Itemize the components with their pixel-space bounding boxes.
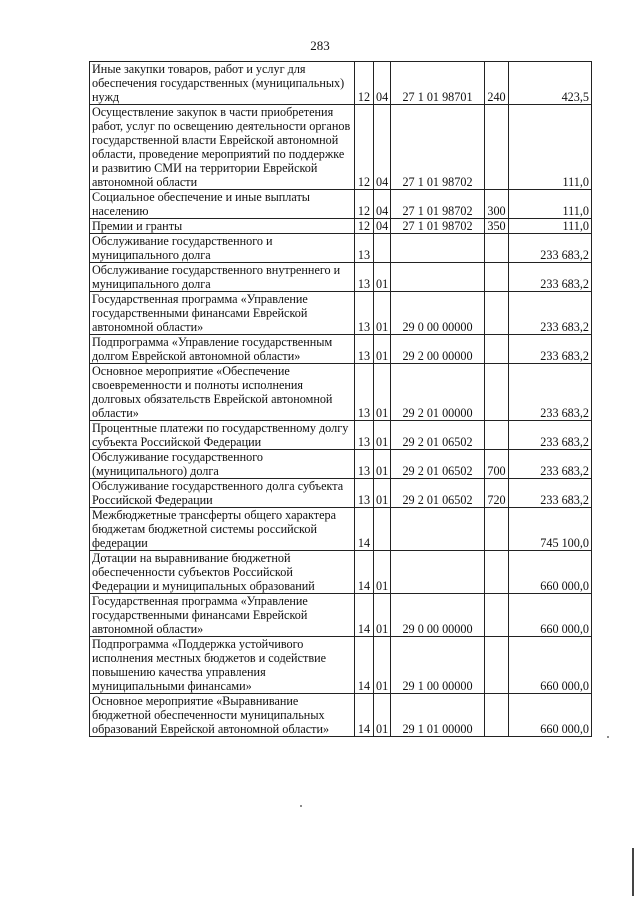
- row-section-code: 13: [355, 421, 374, 450]
- row-expense-type-code: [485, 421, 509, 450]
- row-expense-type-code: 720: [485, 479, 509, 508]
- row-name-cell: Обслуживание государственного долга субъекта Российской Федерации: [90, 479, 355, 508]
- row-section-code: 12: [355, 190, 374, 219]
- row-amount: 233 683,2: [509, 292, 592, 335]
- row-target-article-code: 29 0 00 00000: [391, 594, 485, 637]
- row-section-code: 13: [355, 450, 374, 479]
- table-row: [90, 62, 592, 105]
- row-amount: 233 683,2: [509, 335, 592, 364]
- scan-dot-mark: [607, 736, 609, 738]
- table-row: [90, 219, 592, 234]
- row-amount: 660 000,0: [509, 594, 592, 637]
- table-row: [90, 190, 592, 219]
- row-amount: 423,5: [509, 62, 592, 105]
- row-name-cell: Государственная программа «Управление государственными финансами Еврейской автономной области»: [90, 292, 355, 335]
- table-row: [90, 450, 592, 479]
- row-name-cell: Социальное обеспечение и иные выплаты населению: [90, 190, 355, 219]
- row-amount: 233 683,2: [509, 234, 592, 263]
- page-number: 283: [310, 38, 330, 53]
- row-amount: 233 683,2: [509, 450, 592, 479]
- row-section-code: 13: [355, 479, 374, 508]
- table-row: [90, 292, 592, 335]
- row-name-cell: Основное мероприятие «Обеспечение своевременности и полноты исполнения долговых обязательств Еврейской автономной области»: [90, 364, 355, 421]
- row-expense-type-code: [485, 594, 509, 637]
- row-subsection-code: [374, 508, 391, 551]
- row-section-code: 14: [355, 508, 374, 551]
- row-target-article-code: [391, 551, 485, 594]
- table-row: [90, 335, 592, 364]
- row-amount: 111,0: [509, 190, 592, 219]
- row-target-article-code: 29 1 00 00000: [391, 637, 485, 694]
- row-subsection-code: 04: [374, 190, 391, 219]
- row-target-article-code: 29 2 00 00000: [391, 335, 485, 364]
- row-section-code: 13: [355, 335, 374, 364]
- row-section-code: 12: [355, 62, 374, 105]
- row-section-code: 14: [355, 637, 374, 694]
- row-subsection-code: 01: [374, 263, 391, 292]
- row-subsection-code: 04: [374, 62, 391, 105]
- table-row: [90, 694, 592, 737]
- row-name-cell: Осуществление закупок в части приобретения работ, услуг по освещению деятельности органов государственной власти Еврейской автономной области, проведение мероприятий по поддержке и развитию СМИ на территории Еврейской автономной области: [90, 105, 355, 190]
- row-target-article-code: 27 1 01 98702: [391, 219, 485, 234]
- table-row: [90, 234, 592, 263]
- row-expense-type-code: [485, 335, 509, 364]
- budget-table-body: [90, 62, 592, 737]
- row-section-code: 13: [355, 292, 374, 335]
- row-amount: 233 683,2: [509, 263, 592, 292]
- row-amount: 111,0: [509, 105, 592, 190]
- row-name-cell: Обслуживание государственного (муниципального) долга: [90, 450, 355, 479]
- row-expense-type-code: 350: [485, 219, 509, 234]
- row-subsection-code: 01: [374, 551, 391, 594]
- row-subsection-code: 04: [374, 219, 391, 234]
- row-expense-type-code: [485, 694, 509, 737]
- row-expense-type-code: [485, 364, 509, 421]
- row-subsection-code: [374, 234, 391, 263]
- row-section-code: 13: [355, 234, 374, 263]
- row-amount: 233 683,2: [509, 364, 592, 421]
- row-name-cell: Процентные платежи по государственному долгу субъекта Российской Федерации: [90, 421, 355, 450]
- budget-table: [89, 61, 592, 737]
- row-amount: 660 000,0: [509, 694, 592, 737]
- row-expense-type-code: [485, 263, 509, 292]
- row-section-code: 12: [355, 219, 374, 234]
- row-expense-type-code: 300: [485, 190, 509, 219]
- row-subsection-code: 01: [374, 479, 391, 508]
- row-target-article-code: 29 2 01 06502: [391, 421, 485, 450]
- row-target-article-code: 27 1 01 98701: [391, 62, 485, 105]
- row-amount: 233 683,2: [509, 479, 592, 508]
- table-row: [90, 508, 592, 551]
- row-target-article-code: [391, 263, 485, 292]
- row-amount: 660 000,0: [509, 551, 592, 594]
- row-name-cell: Дотации на выравнивание бюджетной обеспеченности субъектов Российской Федерации и муниципальных образований: [90, 551, 355, 594]
- row-amount: 111,0: [509, 219, 592, 234]
- row-amount: 660 000,0: [509, 637, 592, 694]
- table-row: [90, 479, 592, 508]
- row-expense-type-code: [485, 105, 509, 190]
- table-row: [90, 594, 592, 637]
- table-row: [90, 551, 592, 594]
- scan-edge-mark: [632, 848, 634, 896]
- row-name-cell: Подпрограмма «Поддержка устойчивого исполнения местных бюджетов и содействие повышению качества управления муниципальными финансами»: [90, 637, 355, 694]
- table-row: [90, 637, 592, 694]
- table-row: [90, 364, 592, 421]
- row-subsection-code: 01: [374, 694, 391, 737]
- row-name-cell: Межбюджетные трансферты общего характера бюджетам бюджетной системы российской федерации: [90, 508, 355, 551]
- row-subsection-code: 01: [374, 421, 391, 450]
- row-name-cell: Основное мероприятие «Выравнивание бюджетной обеспеченности муниципальных образований Еврейской автономной области»: [90, 694, 355, 737]
- row-amount: 745 100,0: [509, 508, 592, 551]
- row-expense-type-code: 240: [485, 62, 509, 105]
- row-target-article-code: 29 2 01 00000: [391, 364, 485, 421]
- row-section-code: 14: [355, 694, 374, 737]
- row-expense-type-code: [485, 637, 509, 694]
- row-section-code: 13: [355, 263, 374, 292]
- row-name-cell: Государственная программа «Управление государственными финансами Еврейской автономной области»: [90, 594, 355, 637]
- row-target-article-code: 29 2 01 06502: [391, 479, 485, 508]
- row-subsection-code: 01: [374, 637, 391, 694]
- row-name-cell: Обслуживание государственного и муниципального долга: [90, 234, 355, 263]
- table-row: [90, 105, 592, 190]
- row-expense-type-code: [485, 551, 509, 594]
- scan-dot-mark: [300, 805, 302, 807]
- row-amount: 233 683,2: [509, 421, 592, 450]
- row-name-cell: Обслуживание государственного внутреннего и муниципального долга: [90, 263, 355, 292]
- row-name-cell: Премии и гранты: [90, 219, 355, 234]
- row-section-code: 13: [355, 364, 374, 421]
- row-target-article-code: [391, 508, 485, 551]
- row-subsection-code: 01: [374, 450, 391, 479]
- row-section-code: 14: [355, 594, 374, 637]
- row-section-code: 14: [355, 551, 374, 594]
- row-expense-type-code: [485, 508, 509, 551]
- row-expense-type-code: [485, 234, 509, 263]
- row-subsection-code: 01: [374, 292, 391, 335]
- row-target-article-code: 27 1 01 98702: [391, 190, 485, 219]
- row-subsection-code: 01: [374, 335, 391, 364]
- row-target-article-code: 29 1 01 00000: [391, 694, 485, 737]
- table-row: [90, 421, 592, 450]
- row-expense-type-code: 700: [485, 450, 509, 479]
- row-section-code: 12: [355, 105, 374, 190]
- table-row: [90, 263, 592, 292]
- row-name-cell: Подпрограмма «Управление государственным долгом Еврейской автономной области»: [90, 335, 355, 364]
- row-expense-type-code: [485, 292, 509, 335]
- row-subsection-code: 01: [374, 594, 391, 637]
- row-name-cell: Иные закупки товаров, работ и услуг для обеспечения государственных (муниципальных) нужд: [90, 62, 355, 105]
- row-target-article-code: 29 2 01 06502: [391, 450, 485, 479]
- row-subsection-code: 04: [374, 105, 391, 190]
- row-subsection-code: 01: [374, 364, 391, 421]
- row-target-article-code: [391, 234, 485, 263]
- row-target-article-code: 29 0 00 00000: [391, 292, 485, 335]
- row-target-article-code: 27 1 01 98702: [391, 105, 485, 190]
